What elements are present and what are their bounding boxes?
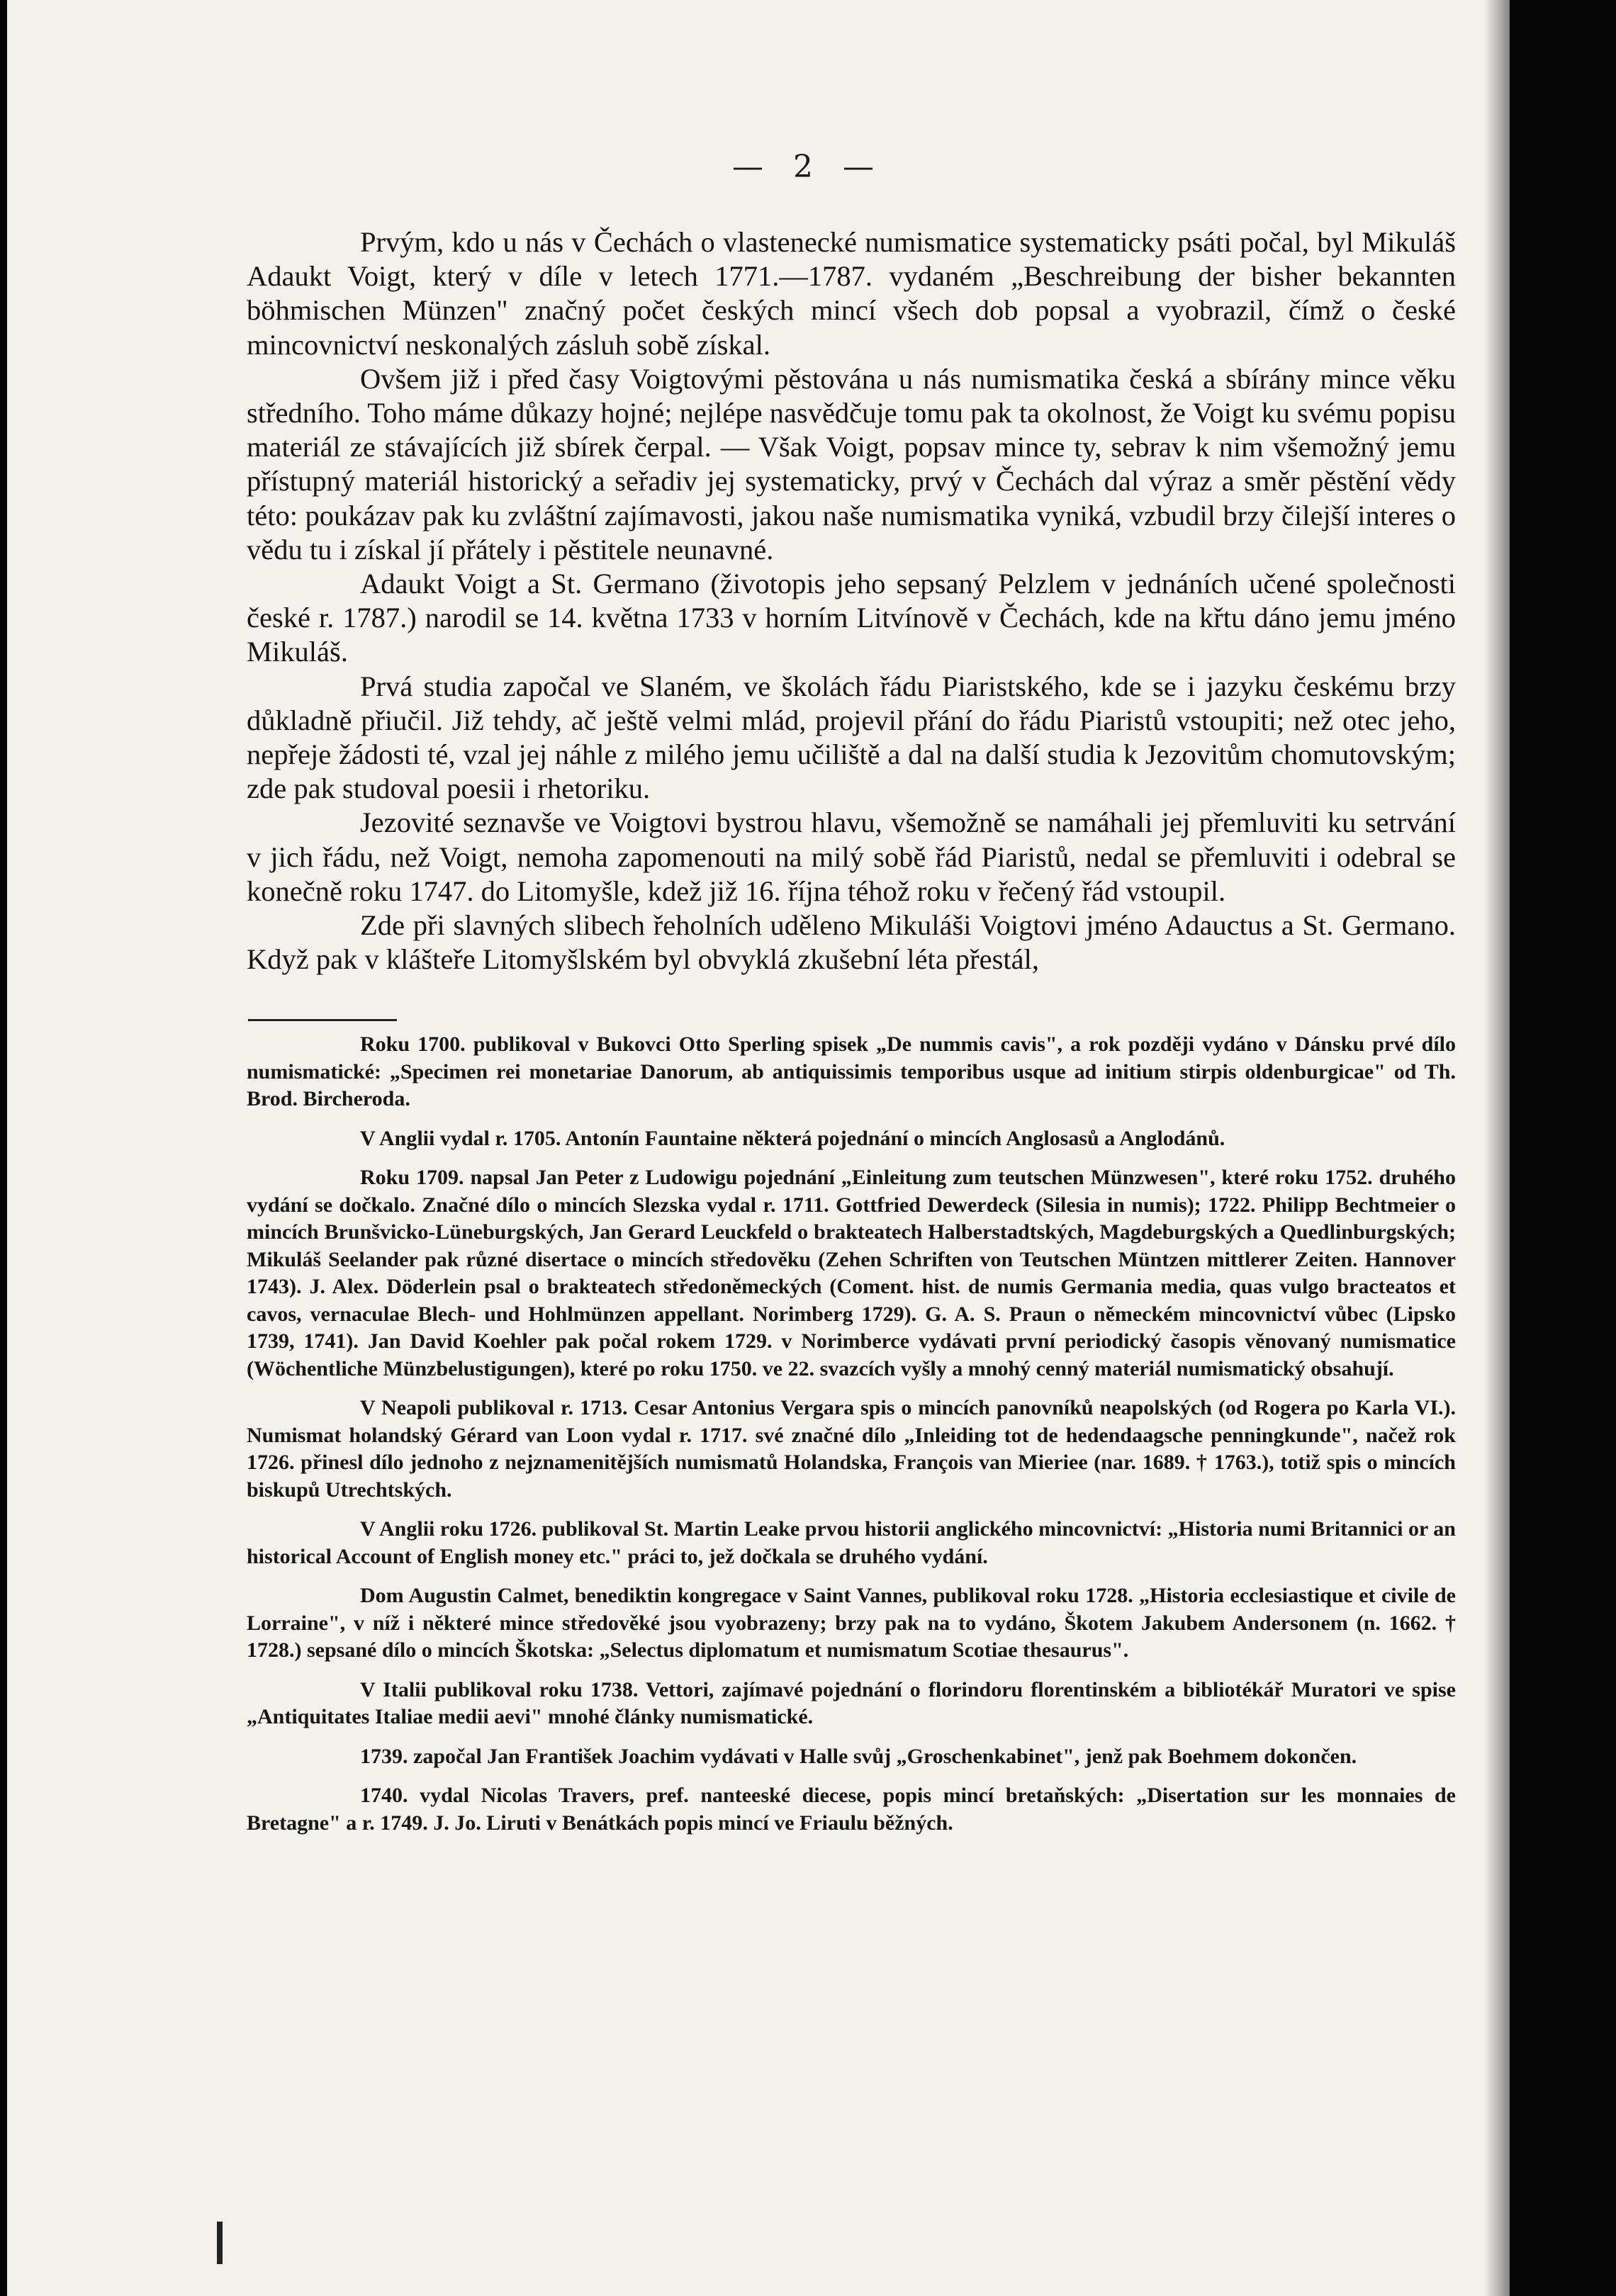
footnote-paragraph: Roku 1709. napsal Jan Peter z Ludowigu pojednání „Einleitung zum teutschen Münzwesen", které roku 1752. druhého vydání se dočkalo. Značné dílo o mincích Slezska vydal r. 1711. Gottfried Dewerdeck (Silesia in numis); 1722. Philipp Bechtmeier o mincích Brunšvicko-Lüneburgských, Jan Gerard Leuckfeld o brakteatech Halberstadtských, Magdeburgských a Quedlinburgských; Mikuláš Seelander pak různé disertace o mincích středověku (Zehen Schriften von Teutschen Müntzen mittlerer Zeiten. Hannover 1743). J. Alex. Döderlein psal o brakteatech středoněmeckých (Coment. hist. de numis Germania media, quas vulgo bracteatos et cavos, vernaculae Blech- und Hohlmünzen appellant. Norimberg 1729). G. A. S. Praun o německém mincovnictví vůbec (Lipsko 1739, 1741). Jan David Koehler pak počal rokem 1729. v Norimberce vydávati první periodický časopis věnovaný numismatice (Wöchentliche Münzbelustigungen), které po roku 1750. ve 22. svazcích vyšly a mnohý cenný materiál numismatický obsahují. (247, 1166, 1456, 1380)
main-text (247, 225, 1456, 977)
body-paragraph: Adaukt Voigt a St. Germano (životopis jeho sepsaný Pelzlem v jednáních učené společnosti české r. 1787.) narodil se 14. května 1733 v horním Litvínově v Čechách, kde na křtu dáno jemu jméno Mikuláš. (247, 568, 1456, 668)
footnote-rule (248, 1019, 397, 1021)
page-edge-shadow (1484, 0, 1510, 2296)
body-paragraph: Prvým, kdo u nás v Čechách o vlastenecké numismatice systematicky psáti počal, byl Mikuláš Adaukt Voigt, který v díle v letech 1771.—1787. vydaném „Beschreibung der bisher bekannten böhmischen Münzen" značný počet českých mincí všech dob popsal a vyobrazil, čímž o české mincovnictví neskonalých zásluh sobě získal. (247, 226, 1456, 361)
footnote-paragraph: Roku 1700. publikoval v Bukovci Otto Sperling spisek „De nummis cavis", a rok později vydáno v Dánsku prvé dílo numismatické: „Specimen rei monetariae Danorum, ab antiquissimis temporibus usque ad initium stirpis oldenburgicae" od Th. Brod. Bircheroda. (247, 1032, 1456, 1110)
footnote-paragraph: 1740. vydal Nicolas Travers, pref. nanteeské diecese, popis mincí bretaňských: „Disertation sur les monnaies de Bretagne" a r. 1749. J. Jo. Liruti v Benátkách popis mincí ve Friaulu běžných. (247, 1784, 1456, 1835)
body-paragraph: Ovšem již i před časy Voigtovými pěstována u nás numismatika česká a sbírány mince věku středního. Toho máme důkazy hojné; nejlépe nasvědčuje tomu pak ta okolnost, že Voigt ku svému popisu materiál ze stávajících již sbírek čerpal. — Však Voigt, popsav mince ty, sebrav k nim všemožný jemu přístupný materiál historický a seřadiv jej systematicky, prvý v Čechách dal výraz a směr pěstění vědy této: poukázav pak ku zvláštní zajímavosti, jakou naše numismatika vyniká, vzbudil brzy čilejší interes o vědu tu i získal jí přátely i pěstitele neunavné. (247, 362, 1456, 565)
body-paragraph: Prvá studia započal ve Slaném, ve školách řádu Piaristského, kde se i jazyku českému brzy důkladně přiučil. Již tehdy, ač ještě velmi mlád, projevil přání do řádu Piaristů vstoupiti; než otec jeho, nepřeje žádosti té, vzal jej náhle z milého jemu učiliště a dal na další studia k Jezovitům chomutovským; zde pak studoval poesii i rhetoriku. (247, 670, 1456, 805)
margin-mark (217, 2222, 223, 2264)
footnote-paragraph: V Neapoli publikoval r. 1713. Cesar Antonius Vergara spis o mincích panovníků neapolských (od Rogera po Karla VI.). Numismat holandský Gérard van Loon vydal r. 1717. své značné dílo „Inleiding tot de hedendaagsche penningkunde", načež rok 1726. přinesl dílo jednoho z nejznamenitějších numismatů Holandska, François van Mieriee (nar. 1689. † 1763.), totiž spis o mincích biskupů Utrechtských. (247, 1396, 1456, 1502)
footnotes (247, 1031, 1456, 1849)
footnote-paragraph: Dom Augustin Calmet, benediktin kongregace v Saint Vannes, publikoval roku 1728. „Historia ecclesiastique et civile de Lorraine", v níž i některé mince středověké jsou vyobrazeny; brzy pak na to vydáno, Škotem Jakubem Andersonem (n. 1662. † 1728.) sepsané dílo o mincích Škotska: „Selectus diplomatum et numismatum Scotiae thesaurus". (247, 1584, 1456, 1662)
footnote-paragraph: V Italii publikoval roku 1738. Vettori, zajímavé pojednání o florindoru florentinském a bibliotékář Muratori ve spise „Antiquitates Italiae medii aevi" mnohé články numismatické. (247, 1677, 1456, 1728)
page-number: — 2 — (732, 149, 884, 185)
footnote-paragraph: 1739. započal Jan František Joachim vydávati v Halle svůj „Groschenkabinet", jenž pak Boehmem dokončen. (360, 1744, 1357, 1768)
body-paragraph: Zde při slavných slibech řeholních uděleno Mikuláši Voigtovi jméno Adauctus a St. Germano. Když pak v klášteře Litomyšlském byl obvyklá zkušební léta přestál, (247, 909, 1456, 976)
body-paragraph: Jezovité seznavše ve Voigtovi bystrou hlavu, všemožně se namáhali jej přemluviti ku setrvání v jich řádu, než Voigt, nemoha zapomenouti na milý sobě řád Piaristů, nedal se přemluviti i odebral se konečně roku 1747. do Litomyšle, kdež již 16. října téhož roku v řečený řád vstoupil. (247, 806, 1456, 907)
footnote-paragraph: V Anglii vydal r. 1705. Antonín Fauntaine některá pojednání o mincích Anglosasů a Anglodánů. (360, 1126, 1225, 1150)
footnote-paragraph: V Anglii roku 1726. publikoval St. Martin Leake prvou historii anglického mincovnictví: „Historia numi Britannici or an historical Account of English money etc." práci to, jež dočkala se druhého vydání. (247, 1517, 1456, 1568)
